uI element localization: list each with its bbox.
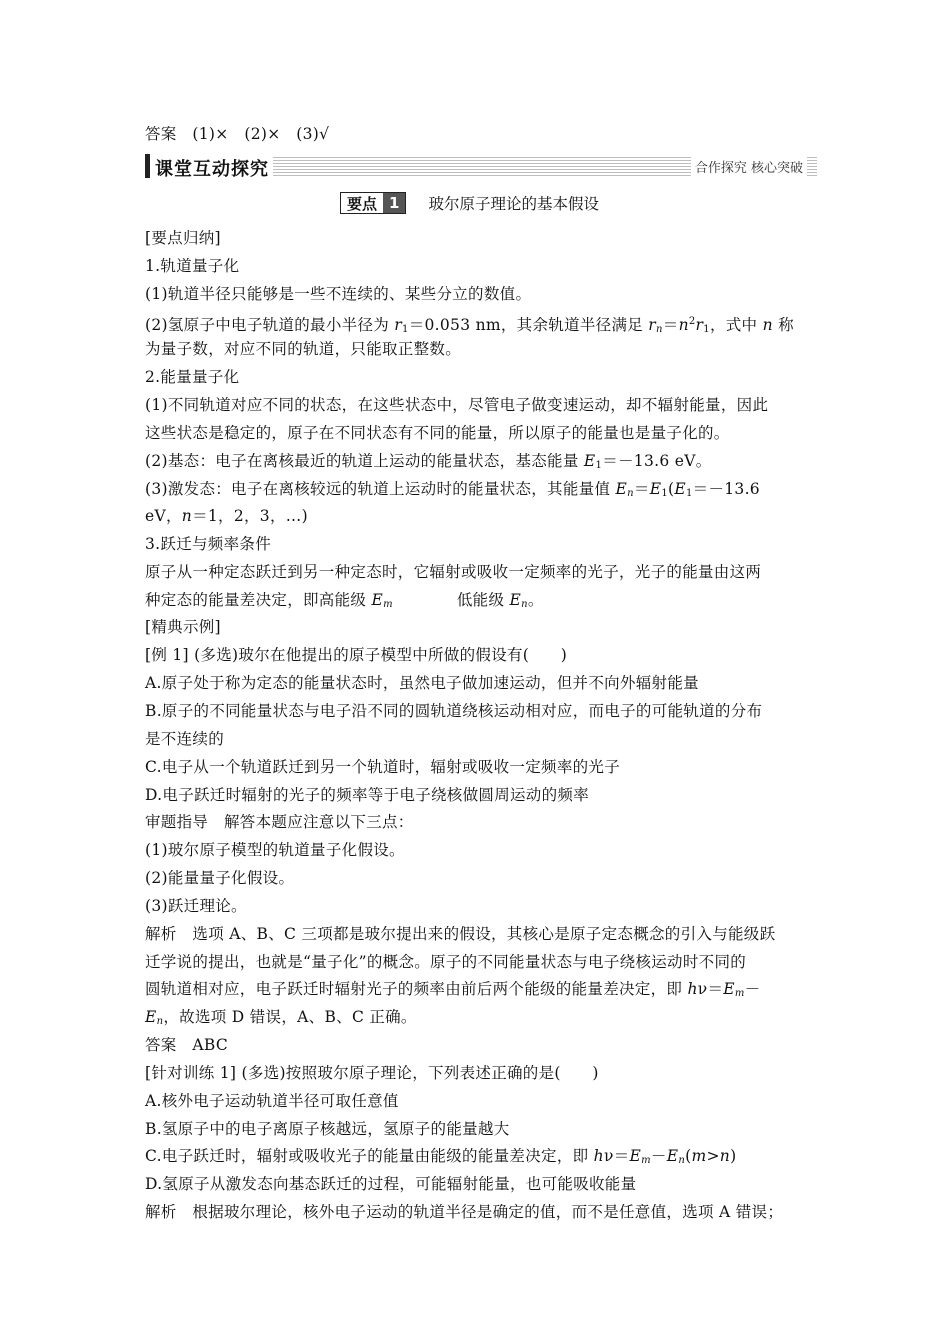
guide-point-2: (2)能量量子化假设。: [145, 869, 295, 887]
key-point-badge: [340, 192, 406, 214]
section-2-p3: (3)激发态：电子在离核较远的轨道上运动时的能量状态，其能量值 $E_n=E_1(E_1=-13.6$: [145, 480, 760, 499]
training-1-option-d: D.氢原子从激发态向基态跃迁的过程，可能辐射能量，也可能吸收能量: [145, 1175, 637, 1193]
section-1-p1: (1)轨道半径只能够是一些不连续的、某些分立的数值。: [145, 285, 532, 303]
section-banner: [145, 154, 817, 178]
analysis-line-4: $E_n$，故选项 D 错误，A、B、C 正确。: [145, 1008, 417, 1027]
section-2-p2: (2)基态：电子在离核最近的轨道上运动的能量状态，基态能量 $E_1=-13.6$ eV。: [145, 452, 712, 471]
key-point-header: [340, 192, 599, 214]
key-point-label: 要点: [341, 193, 383, 213]
example-1-option-b-cont: 是不连续的: [145, 730, 225, 748]
section-2-heading: 2.能量量子化: [145, 368, 240, 386]
section-3-heading: 3.跃迁与频率条件: [145, 535, 271, 553]
banner-title: 课堂互动探究: [155, 159, 269, 180]
summary-tag: [要点归纳]: [145, 229, 221, 247]
example-1-option-a: A.原子处于称为定态的能量状态时，虽然电子做加速运动，但并不向外辐射能量: [145, 674, 699, 692]
guide-point-3: (3)跃迁理论。: [145, 897, 247, 915]
section-2-p3-cont: eV，n＝1，2，3，…): [145, 507, 308, 525]
section-1-heading: 1.轨道量子化: [145, 257, 240, 275]
analysis-line-3: 圆轨道相对应，电子跃迁时辐射光子的频率由前后两个能级的能量差决定，即 $h\nu=E_m-$: [145, 980, 761, 999]
key-point-number: 1: [383, 193, 405, 213]
training-1-question: [针对训练 1] (多选)按照玻尔原子理论，下列表述正确的是( ): [145, 1064, 599, 1082]
previous-answer: 答案 (1)× (2)× (3)√: [145, 125, 330, 143]
analysis-last-line: 解析 根据玻尔理论，核外电子运动的轨道半径是确定的值，而不是任意值，选项 A 错误；: [145, 1203, 784, 1221]
guide-point-1: (1)玻尔原子模型的轨道量子化假设。: [145, 841, 405, 859]
section-3-p1: 原子从一种定态跃迁到另一种定态时，它辐射或吸收一定频率的光子，光子的能量由这两: [145, 563, 762, 581]
section-1-p2: (2)氢原子中电子轨道的最小半径为 $r_1=0.053$ nm，其余轨道半径满足 $r_n=n^2r_1$，式中 n 称: [145, 316, 794, 335]
banner-subtitle: 合作探究 核心突破: [691, 157, 807, 176]
analysis-line-2: 迁学说的提出，也就是“量子化”的概念。原子的不同能量状态与电子绕核运动时不同的: [145, 953, 747, 971]
example-1-option-c: C.电子从一个轨道跃迁到另一个轨道时，辐射或吸收一定频率的光子: [145, 758, 621, 776]
guide-heading: 审题指导 解答本题应注意以下三点：: [145, 813, 414, 831]
section-3-p1-cont: 种定态的能量差决定，即高能级 $E_m$ 低能级 $E_n$。: [145, 591, 544, 610]
training-1-option-b: B.氢原子中的电子离原子核越远，氢原子的能量越大: [145, 1120, 510, 1138]
answer-2: 答案 ABC: [145, 1036, 229, 1054]
example-1-option-d: D.电子跃迁时辐射的光子的频率等于电子绕核做圆周运动的频率: [145, 786, 590, 804]
example-1-option-b: B.原子的不同能量状态与电子沿不同的圆轨道绕核运动相对应，而电子的可能轨道的分布: [145, 702, 763, 720]
analysis-line-1: 解析 选项 A、B、C 三项都是玻尔提出来的假设，其核心是原子定态概念的引入与能级跃: [145, 925, 776, 943]
section-1-p2-cont: 为量子数，对应不同的轨道，只能取正整数。: [145, 340, 462, 358]
section-2-p1-cont: 这些状态是稳定的，原子在不同状态有不同的能量，所以原子的能量也是量子化的。: [145, 424, 730, 442]
example-tag: [精典示例]: [145, 618, 221, 636]
example-1-question: [例 1] (多选)玻尔在他提出的原子模型中所做的假设有( ): [145, 646, 568, 664]
training-1-option-a: A.核外电子运动轨道半径可取任意值: [145, 1092, 399, 1110]
key-point-title: 玻尔原子理论的基本假设: [428, 195, 599, 213]
training-1-option-c: C.电子跃迁时，辐射或吸收光子的能量由能级的能量差决定，即 $h\nu=E_m-E_n(m>n)$: [145, 1147, 737, 1166]
section-2-p1: (1)不同轨道对应不同的状态，在这些状态中，尽管电子做变速运动，却不辐射能量，因此: [145, 396, 769, 414]
banner-bar: [145, 154, 150, 178]
